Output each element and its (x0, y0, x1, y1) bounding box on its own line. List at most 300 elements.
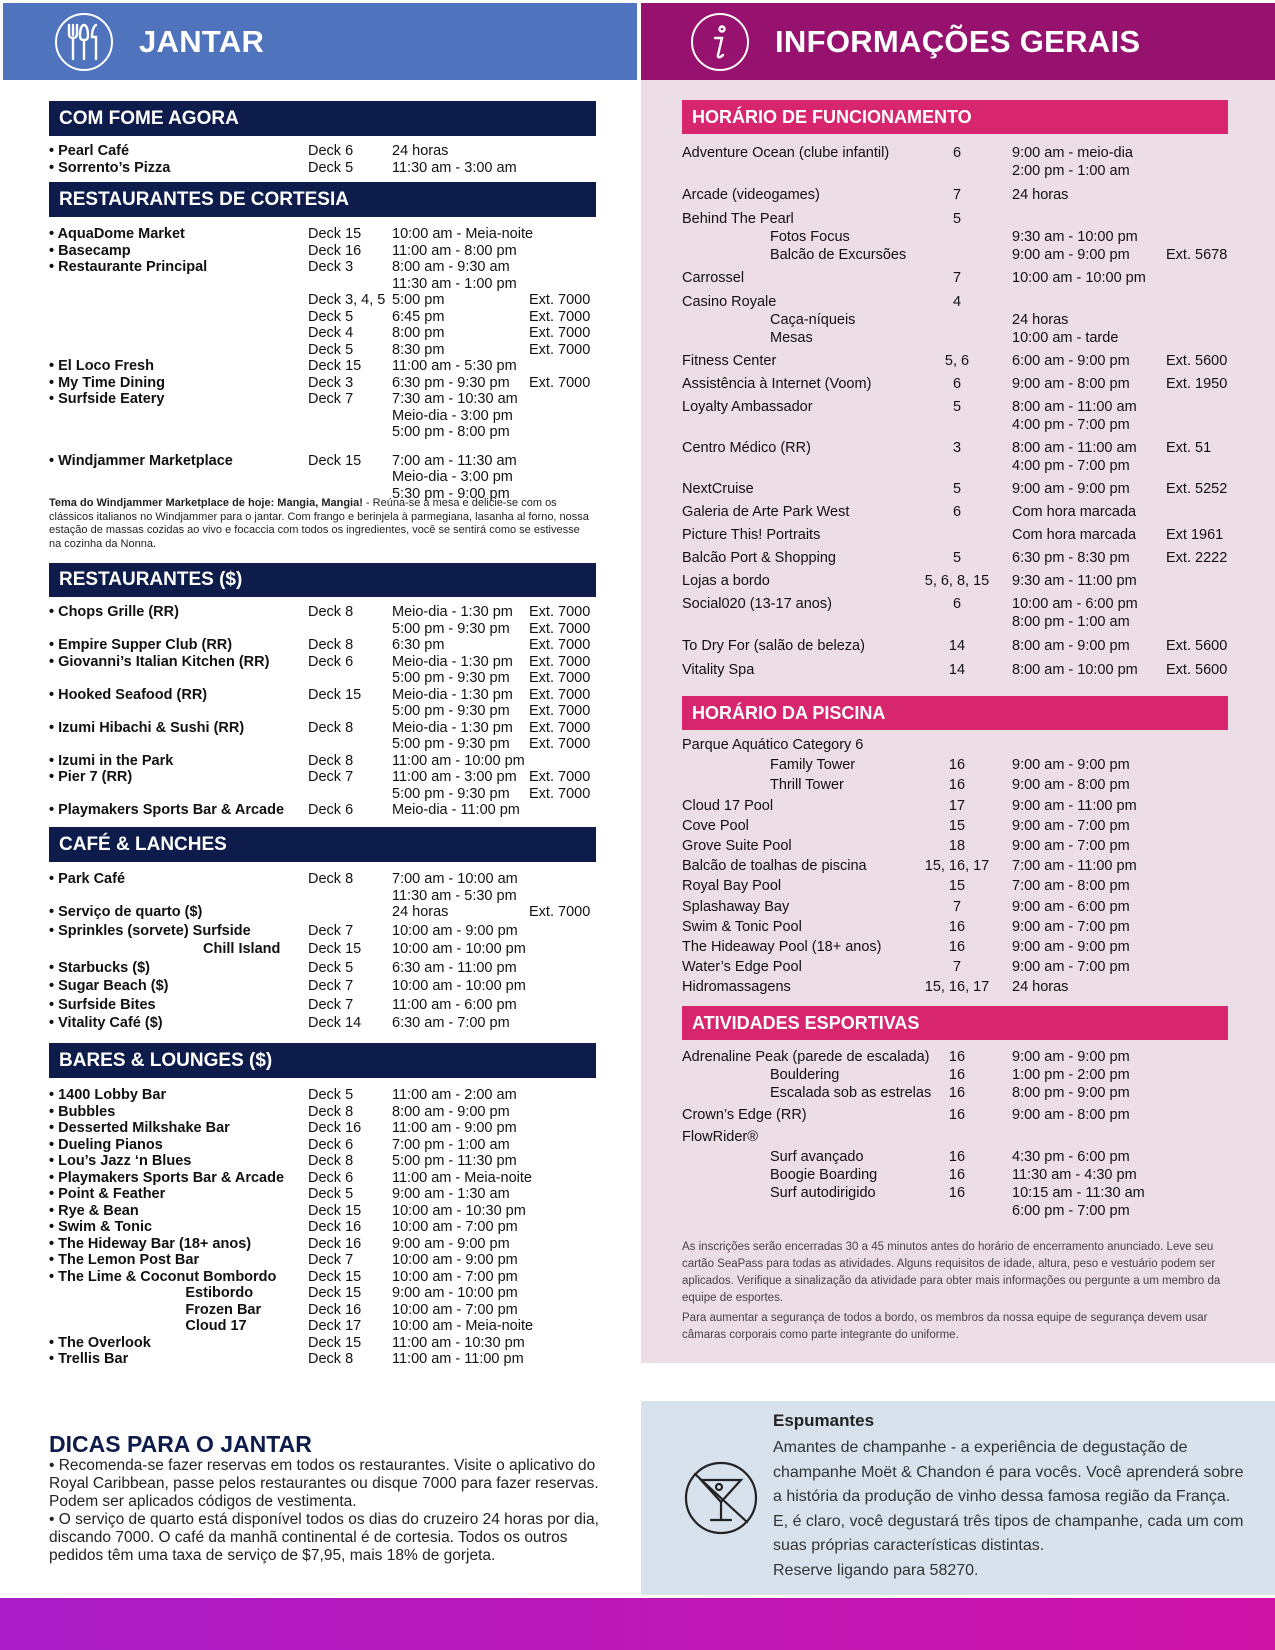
schedule-row (49, 1351, 596, 1368)
promo-description: Amantes de champanhe - a experiência de degustação de champanhe Moët & Chandon é para vocês. Você aprenderá sobre a história da produção de vinho dessa famosa região da França. E, é claro, você degustará três tipos de champanhe, cada um com suas próprias características distintas. (773, 1439, 1244, 1554)
deck: 7 (952, 959, 962, 976)
hours: 24 horas (1012, 187, 1069, 203)
deck: Deck 16 (308, 242, 362, 259)
venue-name: Splashaway Bay (682, 898, 790, 915)
sub-venue: Escalada sob as estrelas (770, 1085, 932, 1101)
schedule-row (49, 769, 596, 786)
section-bares: BARES & LOUNGES ($) (49, 1043, 596, 1078)
extension: Ext. 7000 (529, 904, 591, 920)
deck: Deck 16 (308, 1219, 362, 1235)
deck: 6 (952, 145, 962, 161)
deck: 7 (952, 187, 962, 203)
schedule-row (49, 226, 596, 243)
hours: 11:30 am - 3:00 am (392, 159, 517, 176)
venue-name: NextCruise (682, 481, 754, 497)
venue-name: FlowRider® (682, 1129, 758, 1145)
hours: 6:00 am - 9:00 pm (1012, 353, 1130, 369)
deck: 18 (948, 837, 966, 854)
deck: Deck 7 (308, 1252, 354, 1268)
schedule-row (49, 160, 596, 177)
hours: 9:00 am - 7:00 pm (1012, 837, 1130, 854)
deck: 16 (948, 1049, 966, 1065)
schedule-row (682, 798, 1228, 818)
deck: 7 (952, 898, 962, 915)
hours: 5:00 pm - 9:30 pm (392, 785, 510, 802)
deck: 15 (948, 878, 966, 895)
schedule-row (682, 878, 1228, 898)
schedule-row (49, 997, 596, 1014)
venue-name: • El Loco Fresh (49, 358, 154, 374)
extension: Ext. 7000 (529, 719, 591, 736)
schedule-row (49, 871, 596, 888)
schedule-row (682, 899, 1228, 919)
hours: 11:00 am - 2:00 am (392, 1087, 517, 1103)
hours: Meio-dia - 3:00 pm (392, 469, 513, 485)
hours: Com hora marcada (1012, 504, 1137, 520)
deck: Deck 6 (308, 802, 354, 818)
extension: Ext. 1950 (1166, 376, 1228, 392)
hours: 9:00 am - 7:00 pm (1012, 918, 1130, 935)
venue-name: • Park Café (49, 871, 126, 887)
schedule-row (682, 573, 1228, 591)
hours: 10:00 am - 10:00 pm (1012, 270, 1146, 286)
hours: 10:00 am - 10:00 pm (392, 941, 526, 957)
schedule-row (49, 1285, 596, 1302)
schedule-row (682, 818, 1228, 838)
extension: Ext. 7000 (529, 620, 591, 637)
venue-name: Balcão Port & Shopping (682, 550, 836, 566)
venue-name: • Starbucks ($) (49, 959, 150, 976)
schedule-row (682, 858, 1228, 878)
extension: Ext. 5678 (1166, 247, 1228, 263)
deck: 4 (952, 294, 962, 310)
deck: Deck 7 (308, 922, 354, 939)
schedule-row (49, 1269, 596, 1286)
hours: 11:00 am - 5:30 pm (392, 358, 517, 374)
extension: Ext. 51 (1166, 440, 1212, 456)
hours: 8:00 am - 9:00 pm (392, 1103, 510, 1120)
schedule-row (682, 638, 1228, 656)
deck: Deck 5 (308, 341, 354, 358)
deck: Deck 6 (308, 143, 354, 159)
hours: 9:00 am - 9:00 pm (1012, 481, 1130, 497)
venue-name: Fitness Center (682, 353, 777, 369)
deck: 6 (952, 596, 962, 612)
promo-body (773, 1436, 1248, 1583)
hours: 7:00 am - 11:00 pm (1012, 858, 1137, 875)
schedule-row (49, 1153, 596, 1170)
hours: 8:00 am - 11:00 am (1012, 399, 1137, 415)
venue-name: Cloud 17 Pool (682, 797, 774, 814)
venue-name: • Giovanni’s Italian Kitchen (RR) (49, 653, 270, 670)
hours: 7:00 am - 10:00 am (392, 871, 518, 887)
promo-title: Espumantes (773, 1411, 875, 1430)
schedule-row (49, 888, 596, 905)
schedule-row (682, 1185, 1228, 1203)
deck: 5, 6, 8, 15 (924, 573, 990, 589)
extension: Ext. 7000 (529, 604, 591, 620)
schedule-row (682, 662, 1228, 680)
venue-name: Lojas a bordo (682, 573, 770, 589)
deck: 16 (948, 938, 966, 955)
extension: Ext. 7000 (529, 341, 591, 358)
venue-name: • Bubbles (49, 1103, 116, 1120)
deck: Deck 5 (308, 1186, 354, 1202)
hours: 24 horas (1012, 979, 1069, 996)
security-note: Para aumentar a segurança de todos a bordo, os membros da nossa equipe de segurança devem usar câmaras corporais como parte integrante do uniforme. (682, 1312, 1208, 1341)
hours: 10:00 am - tarde (1012, 330, 1119, 346)
venue-name: Casino Royale (682, 294, 777, 310)
hours: 11:30 am - 4:30 pm (1012, 1167, 1137, 1183)
cafe-list (49, 871, 596, 1032)
sub-venue: Bouldering (770, 1067, 840, 1083)
venue-name: • Point & Feather (49, 1186, 166, 1202)
deck: Deck 5 (308, 159, 354, 176)
extension: Ext. 7000 (529, 325, 591, 341)
deck: Deck 7 (308, 769, 354, 785)
section-cortesia: RESTAURANTES DE CORTESIA (49, 182, 596, 217)
deck: Deck 15 (308, 941, 362, 957)
section-funcionamento: HORÁRIO DE FUNCIONAMENTO (682, 100, 1228, 134)
hours: 9:00 am - 8:00 pm (1012, 376, 1130, 392)
hours: 9:00 am - 9:00 pm (1012, 757, 1130, 774)
venue-name: Carrossel (682, 270, 745, 286)
schedule-row (682, 294, 1228, 312)
schedule-row (49, 1335, 596, 1352)
extension: Ext. 7000 (529, 308, 591, 325)
venue-name: Balcão de toalhas de piscina (682, 858, 867, 875)
deck: Deck 15 (308, 686, 362, 703)
deck: Deck 15 (308, 1268, 362, 1285)
deck: Deck 8 (308, 637, 354, 653)
schedule-row (49, 703, 596, 720)
schedule-row (682, 330, 1228, 348)
venue-name: Frozen Bar (185, 1301, 262, 1318)
venue-name: Chill Island (203, 941, 281, 957)
venue-name: • Izumi in the Park (49, 752, 174, 769)
sub-venue: Thrill Tower (770, 777, 844, 794)
hours: 9:00 am - 8:00 pm (1012, 1107, 1130, 1123)
deck: Deck 8 (308, 1153, 354, 1169)
venue-name: • Hooked Seafood (RR) (49, 686, 208, 703)
deck: Deck 3, 4, 5 (308, 292, 386, 308)
schedule-row (49, 1170, 596, 1187)
schedule-row (682, 939, 1228, 959)
dicas-text (49, 1457, 619, 1565)
deck: Deck 3 (308, 374, 354, 391)
venue-name: Centro Médico (RR) (682, 440, 811, 456)
schedule-row (682, 550, 1228, 568)
schedule-row (49, 1087, 596, 1104)
venue-name: Picture This! Portraits (682, 527, 821, 543)
schedule-row (49, 670, 596, 687)
schedule-row (49, 424, 596, 441)
venue-name: • Dueling Pianos (49, 1136, 163, 1153)
deck: Deck 6 (308, 1169, 354, 1186)
deck: Deck 14 (308, 1015, 362, 1031)
hours: 10:00 am - 9:00 pm (392, 1252, 518, 1268)
hours: 9:00 am - 11:00 pm (1012, 797, 1137, 814)
section-cafe: CAFÉ & LANCHES (49, 827, 596, 862)
schedule-row (682, 1167, 1228, 1185)
schedule-row (49, 1302, 596, 1319)
section-esportes: ATIVIDADES ESPORTIVAS (682, 1006, 1228, 1040)
hours: 5:00 pm (392, 292, 445, 308)
sub-venue: Surf avançado (770, 1149, 864, 1165)
extension: Ext. 7000 (529, 736, 591, 752)
venue-name: Royal Bay Pool (682, 878, 782, 895)
hours: 11:00 am - 8:00 pm (392, 242, 517, 259)
schedule-row (49, 941, 596, 958)
schedule-row (682, 757, 1228, 777)
schedule-row (682, 1107, 1228, 1125)
venue-name: Grove Suite Pool (682, 837, 792, 854)
deck: Deck 6 (308, 1136, 354, 1153)
deck: Deck 17 (308, 1318, 362, 1334)
schedule-row (49, 391, 596, 408)
schedule-row (49, 1318, 596, 1335)
cocktail-glass-icon (683, 1460, 759, 1536)
venue-name: Hidromassagens (682, 979, 791, 996)
extension: Ext. 2222 (1166, 550, 1228, 566)
schedule-row (49, 1203, 596, 1220)
venue-name: Adrenaline Peak (parede de escalada) (682, 1049, 930, 1065)
deck: 16 (948, 918, 966, 935)
hours: 6:30 pm - 9:30 pm (392, 374, 510, 391)
hours: Meio-dia - 1:30 pm (392, 719, 513, 736)
extension: Ext. 5600 (1166, 353, 1228, 369)
hours: 11:30 am - 5:30 pm (392, 887, 517, 904)
section-piscina: HORÁRIO DA PISCINA (682, 696, 1228, 730)
schedule-row (682, 737, 1228, 757)
funcionamento-list (682, 145, 1228, 680)
schedule-row (49, 325, 596, 342)
schedule-row (682, 247, 1228, 265)
cortesia-list (49, 226, 596, 502)
hours: 6:30 am - 7:00 pm (392, 1015, 510, 1031)
hours: Meio-dia - 3:00 pm (392, 407, 513, 424)
deck: Deck 3 (308, 259, 354, 275)
deck: 3 (952, 440, 962, 456)
schedule-row (682, 504, 1228, 522)
deck: Deck 15 (308, 226, 362, 242)
extension: Ext. 5600 (1166, 662, 1228, 678)
venue-name: • Chops Grille (RR) (49, 604, 179, 620)
extension: Ext 1961 (1166, 527, 1224, 543)
hours: 2:00 pm - 1:00 am (1012, 163, 1130, 179)
hours: 11:30 am - 1:00 pm (392, 275, 517, 292)
schedule-row (682, 270, 1228, 288)
venue-name: • Serviço de quarto ($) (49, 904, 203, 920)
venue-name: • Izumi Hibachi & Sushi (RR) (49, 719, 245, 736)
schedule-row (682, 596, 1228, 614)
deck: 5 (952, 399, 962, 415)
schedule-row (49, 802, 596, 819)
schedule-row (682, 417, 1228, 435)
esportes-note: As inscrições serão encerradas 30 a 45 minutos antes do horário de encerramento anunciado. Leve seu cartão SeaPass para todas as atividades. Alguns requisitos de idade, altura, peso e vestuário podem ser aplicados. Verifique a sinalização da atividade para obter mais informações ou pergunte a um membro da equipe de esportes. (682, 1241, 1221, 1304)
venue-name: • Playmakers Sports Bar & Arcade (49, 802, 285, 818)
schedule-row (49, 292, 596, 309)
sub-venue: Balcão de Excursões (770, 247, 907, 263)
schedule-row (49, 1137, 596, 1154)
hours: 10:00 am - Meia-noite (392, 226, 534, 242)
deck: 5 (952, 211, 962, 227)
hours: 6:30 pm (392, 637, 445, 653)
venue-name: • Surfside Bites (49, 996, 156, 1013)
schedule-row (49, 1219, 596, 1236)
deck: 16 (948, 1067, 966, 1083)
venue-name: • Sorrento’s Pizza (49, 159, 171, 176)
venue-name: • Trellis Bar (49, 1351, 129, 1367)
sub-venue: Boogie Boarding (770, 1167, 878, 1183)
deck: Deck 5 (308, 308, 354, 325)
venue-name: • The Lemon Post Bar (49, 1252, 200, 1268)
sub-venue: Surf autodirigido (770, 1185, 876, 1201)
venue-name: Galeria de Arte Park West (682, 504, 850, 520)
deck: Deck 8 (308, 719, 354, 736)
venue-name: The Hideaway Pool (18+ anos) (682, 938, 882, 955)
venue-name: • Rye & Bean (49, 1202, 139, 1219)
extension: Ext. 7000 (529, 292, 591, 308)
venue-name: Swim & Tonic Pool (682, 918, 802, 935)
hours: 8:00 pm - 1:00 am (1012, 614, 1130, 630)
schedule-row (682, 614, 1228, 632)
extension: Ext. 7000 (529, 670, 591, 686)
hours: 9:00 am - 9:00 pm (392, 1235, 510, 1252)
deck: 16 (948, 1149, 966, 1165)
hours: 9:00 am - 10:00 pm (392, 1285, 518, 1301)
schedule-row (682, 1203, 1228, 1221)
schedule-row (49, 1120, 596, 1137)
schedule-row (49, 1104, 596, 1121)
hours: 10:00 am - 7:00 pm (392, 1219, 518, 1235)
hours: Meio-dia - 1:30 pm (392, 604, 513, 620)
venue-name: • My Time Dining (49, 374, 165, 391)
venue-name: • Sugar Beach ($) (49, 978, 169, 994)
venue-name: Water’s Edge Pool (682, 959, 802, 976)
hours: 7:00 pm - 1:00 am (392, 1136, 510, 1153)
deck: Deck 16 (308, 1120, 362, 1136)
deck: Deck 16 (308, 1235, 362, 1252)
hours: 24 horas (1012, 312, 1069, 328)
schedule-row (682, 1129, 1228, 1147)
hours: 6:00 pm - 7:00 pm (1012, 1203, 1130, 1219)
hours: 7:00 am - 8:00 pm (1012, 878, 1130, 895)
hours: 8:00 am - 11:00 am (1012, 440, 1137, 456)
schedule-row (682, 1085, 1228, 1103)
venue-name: • The Hideway Bar (18+ anos) (49, 1235, 252, 1252)
schedule-row (49, 453, 596, 470)
hours: 8:00 pm - 9:00 pm (1012, 1085, 1130, 1101)
venue-name: To Dry For (salão de beleza) (682, 638, 865, 654)
schedule-row (49, 309, 596, 326)
hours: 6:30 am - 11:00 pm (392, 959, 517, 976)
hours: 9:30 am - 11:00 pm (1012, 573, 1137, 589)
extension: Ext. 5252 (1166, 481, 1228, 497)
bares-list (49, 1087, 596, 1368)
venue-name: Loyalty Ambassador (682, 399, 813, 415)
deck: Deck 4 (308, 325, 354, 341)
schedule-row (682, 1049, 1228, 1067)
hours: 10:00 am - 7:00 pm (392, 1301, 518, 1318)
schedule-row (682, 312, 1228, 330)
hours: 10:00 am - 10:30 pm (392, 1202, 526, 1219)
piscina-list (682, 737, 1228, 999)
venue-name: Social020 (13-17 anos) (682, 596, 832, 612)
deck: Deck 6 (308, 653, 354, 670)
deck: Deck 7 (308, 996, 354, 1013)
hours: 9:00 am - 1:30 am (392, 1186, 510, 1202)
schedule-row (49, 1236, 596, 1253)
deck: Deck 7 (308, 978, 354, 994)
venue-name: • Swim & Tonic (49, 1219, 153, 1235)
windjammer-note (49, 497, 594, 551)
windjammer-note-text: - Reúna-se à mesa e delicie-se com os clássicos italianos no Windjammer para o jantar. Com frango e berinjela à parmegiana, lasanha al forno, nossa estação de massas cozidas ao vivo e focaccia com todos os ingredientes, você se sentirá como se estivesse na cozinha da Nonna. (49, 497, 589, 550)
venue-name: • Desserted Milkshake Bar (49, 1120, 230, 1136)
deck: 16 (948, 1107, 966, 1123)
schedule-row (49, 621, 596, 638)
venue-name: • Empire Supper Club (RR) (49, 637, 233, 653)
venue-name: • Sprinkles (sorvete) Surfside (49, 922, 251, 939)
deck: Deck 15 (308, 452, 362, 469)
deck: Deck 8 (308, 604, 354, 620)
esportes-list (682, 1049, 1228, 1221)
schedule-row (682, 399, 1228, 417)
venue-name: Crown’s Edge (RR) (682, 1107, 807, 1123)
deck: 15, 16, 17 (924, 858, 990, 875)
schedule-row (49, 259, 596, 276)
hours: 10:00 am - 7:00 pm (392, 1268, 518, 1285)
deck: 15 (948, 817, 966, 834)
hours: 11:00 am - 11:00 pm (392, 1351, 524, 1367)
dicas-p1: • Recomenda-se fazer reservas em todos os restaurantes. Visite o aplicativo do Royal Caribbean, passe pelos restaurantes ou disque 7000 para fazer reservas. Podem ser aplicados códigos de vestimenta. (49, 1457, 599, 1510)
hours: 9:30 am - 10:00 pm (1012, 229, 1138, 245)
schedule-row (49, 604, 596, 621)
extension: Ext. 7000 (529, 785, 591, 802)
deck: Deck 8 (308, 752, 354, 769)
deck: Deck 15 (308, 1285, 362, 1301)
deck: 5, 6 (944, 353, 970, 369)
schedule-row (682, 353, 1228, 371)
section-restaurantes-pagos: RESTAURANTES ($) (49, 563, 596, 597)
hours: 11:00 am - 10:30 pm (392, 1334, 525, 1351)
schedule-row (49, 1186, 596, 1203)
windjammer-note-title: Tema do Windjammer Marketplace de hoje: Mangia, Mangia! (49, 497, 363, 509)
venue-name: • Lou’s Jazz ‘n Blues (49, 1153, 192, 1169)
extension: Ext. 5600 (1166, 638, 1228, 654)
schedule-row (49, 960, 596, 977)
schedule-row (49, 276, 596, 293)
schedule-row (49, 342, 596, 359)
deck: Deck 5 (308, 959, 354, 976)
sub-venue: Mesas (770, 330, 813, 346)
venue-name: • Restaurante Principal (49, 259, 208, 275)
schedule-row (682, 979, 1228, 999)
hours: 11:00 am - Meia-noite (392, 1169, 532, 1186)
schedule-row (49, 923, 596, 940)
hours: 6:45 pm (392, 308, 445, 325)
hours: 5:00 pm - 9:30 pm (392, 620, 510, 637)
hours: 9:00 am - 6:00 pm (1012, 898, 1130, 915)
info-icon (691, 13, 749, 71)
deck: Deck 8 (308, 1103, 354, 1120)
bottom-gradient-bar (0, 1598, 1275, 1650)
schedule-row (49, 904, 596, 921)
venue-name: • Vitality Café ($) (49, 1015, 163, 1031)
schedule-row (682, 1067, 1228, 1085)
hours: Com hora marcada (1012, 527, 1137, 543)
deck: Deck 5 (308, 1087, 354, 1103)
